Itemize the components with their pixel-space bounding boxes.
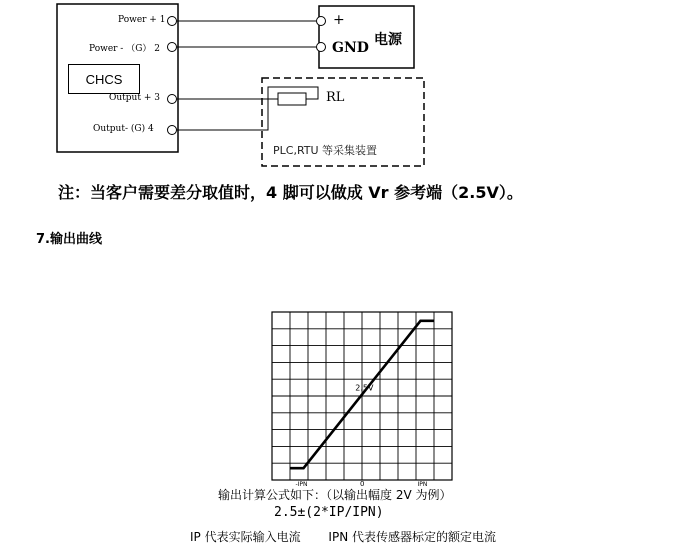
- label-ipn: IPN: [417, 481, 428, 488]
- module-label: CHCS: [68, 64, 140, 94]
- note-text: 注：当客户需要差分取值时，4 脚可以做成 Vr 参考端（2.5V）。: [58, 183, 523, 202]
- pin-label-output-plus: Output + 3: [109, 93, 160, 103]
- legend-ipn: IPN 代表传感器标定的额定电流: [328, 530, 496, 544]
- pin-label-power-plus: Power + 1: [118, 15, 166, 25]
- label-2-5v: 2.5V: [355, 383, 374, 393]
- collector-label: PLC,RTU 等采集装置: [273, 144, 378, 157]
- label-zero: 0: [360, 480, 365, 488]
- pin-label-output-gnd: Output- (G) 4: [93, 124, 154, 134]
- legend-ip: IP 代表实际输入电流: [190, 530, 301, 544]
- label-neg-ipn: -IPN: [295, 481, 308, 488]
- formula-expression: 2.5±(2*IP/IPN): [274, 505, 384, 520]
- formula-legend: [190, 528, 520, 545]
- power-supply-name: 电源: [374, 32, 402, 48]
- power-plus-label: +: [333, 12, 345, 28]
- load-label: RL: [326, 90, 345, 105]
- pin-label-power-gnd: Power - （G） 2: [89, 44, 160, 54]
- section-title: 7.输出曲线: [36, 232, 102, 247]
- formula-description: 输出计算公式如下：（以输出幅度 2V 为例）: [218, 488, 452, 502]
- power-gnd-label: GND: [332, 40, 369, 56]
